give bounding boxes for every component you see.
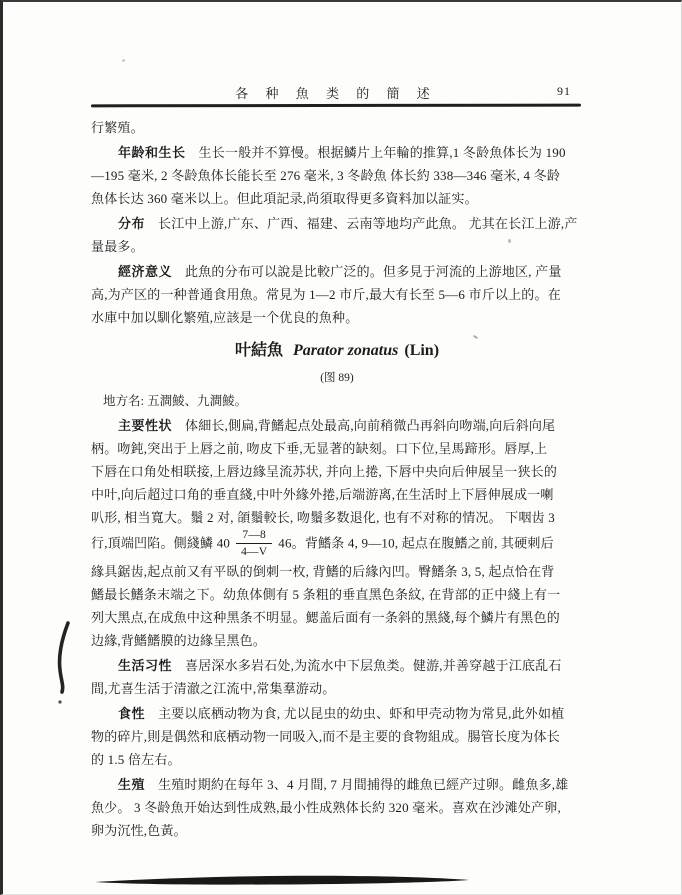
habits-heading: 生活习性 (118, 658, 173, 673)
scan-speck (122, 59, 125, 62)
header-rule (91, 104, 581, 108)
main-features-line-9: 列大黑点,在成魚中这种黑条不明显。鰓盖后面有一条斜的黑綫,每个鱗片有黑色的 (91, 610, 560, 625)
ink-pen-mark (53, 618, 75, 710)
feeding-line-3: 的 1.5 倍左右。 (91, 752, 181, 767)
reproduction-text: 生殖时期約在每年 3、4 月間, 7 月間捕得的雌魚已經产过卵。雌魚多,雄 (158, 777, 569, 792)
species-name-latin: Parator zonatus (292, 342, 399, 359)
habits-line-2: 間,尤喜生活于清澈之江流中,常集羣游动。 (91, 681, 336, 696)
lateral-line-scale-formula (236, 528, 272, 559)
feeding-line-1 (91, 702, 583, 725)
distribution-line-2: 量最多。 (91, 239, 144, 254)
distribution-line-1 (91, 212, 583, 235)
feeding-text: 主要以底栖动物为食, 尤以昆虫的幼虫、虾和甲壳动物为常見,此外如植 (158, 706, 565, 721)
page-number: 91 (557, 84, 571, 98)
main-features-line-10: 边緣,背鰭鰭膜的边緣呈黑色。 (91, 633, 267, 648)
lateral-line-scale-text: 行,頂端凹陷。側綫鱗 40 (91, 535, 231, 551)
age-growth-heading: 年龄和生长 (118, 145, 186, 160)
scale-formula-numerator: 7—8 (236, 528, 272, 544)
page-content (91, 116, 583, 842)
main-features-line-7: 緣具鋸齿,起点前又有平臥的倒刺一枚, 背鰭的后緣內凹。臀鰭条 3, 5, 起点恰在背 (91, 564, 555, 579)
feeding-heading: 食性 (118, 706, 146, 721)
habits-line-1 (91, 654, 583, 677)
age-growth-line-1 (91, 141, 583, 164)
figure-reference: (图 89) (320, 372, 354, 384)
scale-formula-denominator: 4—V (241, 546, 268, 558)
paragraph-continuation-line: 行繁殖。 (91, 120, 144, 135)
local-names: 地方名: 五澗鯪、九澗鯪。 (103, 394, 248, 408)
scan-edge-smudge (93, 873, 473, 887)
reproduction-line-3: 卵为沉性,色黃。 (91, 823, 187, 838)
main-features-heading: 主要性状 (118, 418, 173, 433)
main-features-line-5: 叭形, 相当寬大。鬚 2 对, 頜鬚較长, 吻鬚多数退化, 也有不对称的情况。 下咽齿 3 (91, 510, 556, 525)
age-growth-text: 生长一般并不算慢。根据鱗片上年輪的推算,1 冬龄魚体长为 190 (198, 145, 566, 160)
species-author: (Lin) (404, 342, 440, 359)
main-features-text: 体細长,側扁,背鰭起点处最高,向前稍微凸再斜向吻端,向后斜向尾 (185, 418, 556, 433)
age-growth-line-2: —195 毫米, 2 冬龄魚体长能长至 276 毫米, 3 冬龄魚 体长約 338—346 毫米, 4 冬龄 (91, 168, 561, 183)
reproduction-line-1 (91, 773, 583, 796)
main-features-line-8: 鰭最长鰭条末端之下。幼魚体側有 5 条粗的垂直黑色条紋, 在背部的正中綫上有一 (91, 587, 561, 602)
dorsal-fin-text: 46。背鰭条 4, 9—10, 起点在腹鰭之前, 其硬刺后 (278, 535, 554, 551)
running-header (91, 83, 581, 103)
habits-text: 喜居深水多岩石处,为流水中下层魚类。健游,并善穿越于江底乱石 (185, 658, 562, 673)
economic-line-2: 高,为产区的一种普通食用魚。常見为 1—2 市斤,最大有长至 5—6 市斤以上的。在 (91, 287, 561, 302)
economic-text: 此魚的分布可以說是比較广泛的。但多見于河流的上游地区, 产量 (185, 264, 562, 279)
reproduction-heading: 生殖 (118, 777, 146, 792)
economic-line-1 (91, 260, 583, 283)
main-features-line-4: 中叶,向后超过口角的垂直綫,中叶外緣外捲,后端游离,在生活时上下唇伸展成一喇 (91, 487, 554, 502)
distribution-text: 长江中上游,广东、广西、福建、云南等地均产此魚。 尤其在长江上游,产 (158, 216, 578, 231)
feeding-line-2: 物的碎片,則是偶然和底栖动物一同吸入,而不是主要的食物組成。腸管长度为体长 (91, 729, 560, 744)
economic-heading: 經济意义 (118, 264, 173, 279)
age-growth-line-3: 魚体长达 360 毫米以上。但此項記录,尚須取得更多資料加以証实。 (91, 191, 478, 206)
main-features-line-1 (91, 414, 583, 437)
species-title (91, 339, 583, 363)
running-title: 各 种 魚 类 的 簡 述 (235, 86, 437, 101)
main-features-line-3: 下唇在口角处相联接,上唇边緣呈流苏状, 并向上捲, 下唇中央向后伸展呈一狭长的 (91, 464, 558, 479)
economic-line-3: 水庫中加以馴化繁殖,应該是一个优良的魚种。 (91, 310, 359, 325)
distribution-heading: 分布 (118, 216, 146, 231)
main-features-line-2: 柄。吻鈍,突出于上唇之前, 吻皮下垂,无显著的缺刻。口下位,呈馬蹄形。唇厚,上 (91, 441, 548, 456)
species-name-chinese: 叶結魚 (234, 342, 283, 359)
reproduction-line-2: 魚少。 3 冬龄魚开始达到性成熟,最小性成熟体长約 320 毫米。喜欢在沙滩处产卵, (91, 800, 561, 815)
main-features-line-6 (91, 529, 583, 560)
